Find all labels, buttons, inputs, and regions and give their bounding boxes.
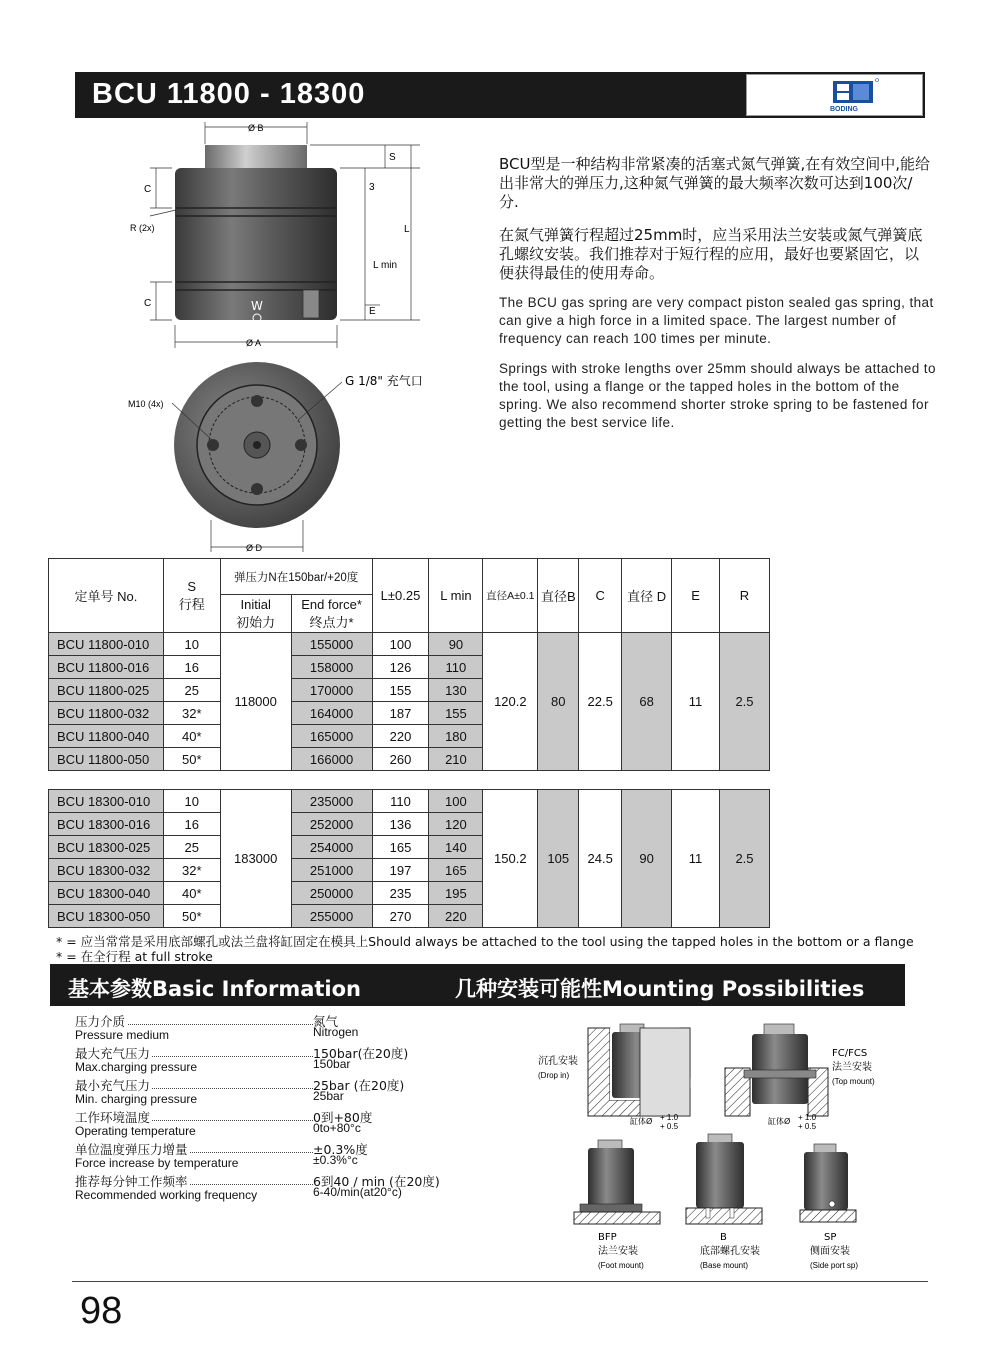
- param-name-en: Min. charging pressure: [75, 1092, 198, 1106]
- b-code-label: B: [720, 1232, 727, 1243]
- dim-d-label: Ø D: [246, 543, 263, 553]
- stroke-cell: 32*: [163, 859, 220, 882]
- foot-mount-diagram: [574, 1140, 660, 1224]
- model-cell: BCU 18300-040: [49, 882, 164, 905]
- brand-logo-text: BODING: [830, 106, 858, 113]
- end-force-cell: 158000: [291, 656, 372, 679]
- stroke-cell: 32*: [163, 702, 220, 725]
- l-cell: 187: [372, 702, 429, 725]
- b-cell: 80: [538, 633, 579, 771]
- stroke-cell: 16: [163, 813, 220, 836]
- l-cell: 165: [372, 836, 429, 859]
- basic-info-row: [75, 1076, 475, 1108]
- bfp-cn-label: 法兰安装: [598, 1246, 638, 1257]
- lmin-cell: 180: [429, 725, 483, 748]
- r-cell: 2.5: [719, 790, 769, 928]
- top-code-label: FC/FCS: [832, 1048, 868, 1059]
- param-value-cn: 150bar(在20度): [313, 1046, 409, 1061]
- drop-cn-label: 沉孔安装: [538, 1056, 578, 1067]
- d-cell: 68: [622, 633, 672, 771]
- param-name-en: Pressure medium: [75, 1028, 170, 1042]
- tol1-minus: + 0.5: [660, 1122, 679, 1131]
- l-cell: 110: [372, 790, 429, 813]
- page-number: 98: [80, 1290, 123, 1332]
- model-cell: BCU 11800-040: [49, 725, 164, 748]
- param-name-en: Force increase by temperature: [75, 1156, 239, 1170]
- param-value-en: ±0.3%°c: [313, 1153, 358, 1167]
- d-cell: 90: [622, 790, 672, 928]
- model-cell: BCU 18300-032: [49, 859, 164, 882]
- dim-lmin-label: L min: [373, 260, 398, 271]
- l-cell: 126: [372, 656, 429, 679]
- lmin-cell: 100: [429, 790, 483, 813]
- end-force-cell: 170000: [291, 679, 372, 702]
- param-name-en: Recommended working frequency: [75, 1188, 258, 1202]
- dim-3-label: 3: [369, 182, 375, 193]
- stroke-cell: 10: [163, 633, 220, 656]
- header-end: End force* 终点力*: [291, 595, 372, 633]
- logo-mark-icon: W: [251, 299, 263, 313]
- stroke-cell: 10: [163, 790, 220, 813]
- stroke-cell: 40*: [163, 725, 220, 748]
- initial-force-cell: 183000: [220, 790, 291, 928]
- l-cell: 235: [372, 882, 429, 905]
- end-force-cell: 155000: [291, 633, 372, 656]
- param-name-cn: 工作环境温度: [75, 1110, 151, 1125]
- model-cell: BCU 11800-025: [49, 679, 164, 702]
- bfp-code-label: BFP: [598, 1232, 617, 1243]
- param-value-cn: 0到+80度: [313, 1110, 373, 1125]
- end-force-cell: 255000: [291, 905, 372, 928]
- basic-info-list: [75, 1012, 475, 1204]
- lmin-cell: 120: [429, 813, 483, 836]
- model-cell: BCU 18300-050: [49, 905, 164, 928]
- dim-g-label: G 1/8" 充气口: [345, 374, 423, 388]
- stroke-cell: 50*: [163, 748, 220, 771]
- group2-body: [49, 790, 770, 928]
- param-value-en: 0to+80°c: [313, 1121, 361, 1135]
- a-cell: 120.2: [483, 633, 538, 771]
- basic-info-row: [75, 1108, 475, 1140]
- dim-a-label: Ø A: [246, 338, 262, 348]
- dim-r-label: R (2x): [130, 223, 155, 233]
- model-cell: BCU 11800-016: [49, 656, 164, 679]
- dim-s-label: S: [389, 152, 396, 163]
- b-cell: 105: [538, 790, 579, 928]
- lmin-cell: 165: [429, 859, 483, 882]
- lmin-cell: 90: [429, 633, 483, 656]
- drop-in-diagram: [588, 1024, 690, 1116]
- dim-c-bottom-label: C: [144, 298, 152, 309]
- lmin-cell: 130: [429, 679, 483, 702]
- e-cell: 11: [672, 790, 720, 928]
- lmin-cell: 140: [429, 836, 483, 859]
- group1-body: [49, 633, 770, 771]
- l-cell: 155: [372, 679, 429, 702]
- dim-b-label: Ø B: [248, 123, 264, 133]
- b-en-label: (Base mount): [700, 1261, 749, 1270]
- model-cell: BCU 18300-010: [49, 790, 164, 813]
- dim-c-top-label: C: [144, 184, 152, 195]
- stroke-cell: 25: [163, 679, 220, 702]
- table-note-1: * = 应当常常是采用底部螺孔或法兰盘将缸固定在模具上Should always be attached to the tool using the tapped holes in the bottom or a flange: [56, 934, 914, 949]
- param-name-cn: 推荐每分钟工作频率: [75, 1174, 188, 1189]
- basic-info-row: [75, 1140, 475, 1172]
- param-name-cn: 最小充气压力: [75, 1078, 151, 1093]
- l-cell: 100: [372, 633, 429, 656]
- param-name-en: Operating temperature: [75, 1124, 196, 1138]
- header-stroke: S 行程: [163, 559, 220, 633]
- sp-code-label: SP: [824, 1232, 837, 1243]
- end-force-cell: 250000: [291, 882, 372, 905]
- bore2-label: 缸体Ø: [768, 1117, 791, 1126]
- param-value-en: 6-40/min(at20°c): [313, 1185, 402, 1199]
- mounting-heading: 几种安装可能性Mounting Possibilities: [455, 977, 865, 1001]
- header-initial: Initial 初始力: [220, 595, 291, 633]
- header-d: 直径 D: [622, 559, 672, 633]
- l-cell: 270: [372, 905, 429, 928]
- header-e: E: [672, 559, 720, 633]
- base-mount-diagram: [686, 1134, 762, 1224]
- spec-table-2: [48, 789, 770, 928]
- end-force-cell: 166000: [291, 748, 372, 771]
- model-cell: BCU 11800-032: [49, 702, 164, 725]
- header-c: C: [579, 559, 622, 633]
- e-cell: 11: [672, 633, 720, 771]
- model-cell: BCU 11800-010: [49, 633, 164, 656]
- param-value-en: 150bar: [313, 1057, 351, 1071]
- bore1-label: 缸体Ø: [630, 1117, 653, 1126]
- end-force-cell: 235000: [291, 790, 372, 813]
- side-port-diagram: [800, 1144, 856, 1222]
- l-cell: 260: [372, 748, 429, 771]
- l-cell: 220: [372, 725, 429, 748]
- header-a: 直径A±0.1: [483, 559, 538, 633]
- model-cell: BCU 18300-025: [49, 836, 164, 859]
- lmin-cell: 110: [429, 656, 483, 679]
- header-r: R: [720, 559, 770, 633]
- lmin-cell: 155: [429, 702, 483, 725]
- basic-info-row: [75, 1012, 475, 1044]
- l-cell: 197: [372, 859, 429, 882]
- top-mount-diagram: [725, 1024, 828, 1116]
- header-force-group: 弹压力N在150bar/+20度: [220, 559, 372, 595]
- end-force-cell: 165000: [291, 725, 372, 748]
- header-l: L±0.25: [372, 559, 429, 633]
- dim-m10-label: M10 (4x): [128, 399, 164, 409]
- basic-info-row: [75, 1172, 475, 1204]
- technical-drawing: [120, 120, 450, 560]
- header-b: 直径B: [538, 559, 579, 633]
- r-cell: 2.5: [720, 633, 770, 771]
- lmin-cell: 210: [429, 748, 483, 771]
- c-cell: 24.5: [579, 790, 622, 928]
- description-cn-1: BCU型是一种结构非常紧凑的活塞式氮气弹簧,在有效空间中,能给出非常大的弹压力,这种氮气弹簧的最大频率次数可达到100次/分.: [499, 155, 931, 211]
- mounting-diagrams: [530, 1018, 910, 1280]
- param-name-cn: 最大充气压力: [75, 1046, 151, 1061]
- stroke-cell: 25: [163, 836, 220, 859]
- b-cn-label: 底部螺孔安装: [700, 1246, 760, 1257]
- l-cell: 136: [372, 813, 429, 836]
- spec-table: [48, 558, 770, 771]
- param-value-cn: 25bar (在20度): [313, 1078, 405, 1093]
- description-en-2: Springs with stroke lengths over 25mm should always be attached to the tool, using a flange or the tapped holes in the bottom of the spring. We also recommend shorter stroke spring to be fastened for getting the best service life.: [499, 361, 936, 430]
- dim-e-label: E: [369, 306, 376, 317]
- description-cn-2: 在氮气弹簧行程超过25mm时，应当采用法兰安装或氮气弹簧底孔螺纹安装。我们推荐对于短行程的应用，最好也要紧固它，以便获得最佳的使用寿命。: [499, 226, 923, 282]
- param-value-cn: 6到40 / min (在20度): [313, 1174, 440, 1189]
- param-value-cn: 氮气: [313, 1014, 339, 1029]
- page-title: BCU 11800 - 18300: [92, 78, 366, 110]
- param-value-en: 25bar: [313, 1089, 344, 1103]
- basic-info-row: [75, 1044, 475, 1076]
- end-force-cell: 251000: [291, 859, 372, 882]
- footer-rule: [72, 1281, 928, 1282]
- param-name-cn: 压力介质: [75, 1014, 126, 1029]
- basic-info-heading: 基本参数Basic Information: [68, 977, 361, 1001]
- top-en-label: (Top mount): [832, 1077, 875, 1086]
- end-force-cell: 164000: [291, 702, 372, 725]
- bfp-en-label: (Foot mount): [598, 1261, 644, 1270]
- tol2-plus: + 1.0: [798, 1113, 817, 1122]
- lmin-cell: 195: [429, 882, 483, 905]
- tol1-plus: + 1.0: [660, 1113, 679, 1122]
- header-model: 定单号 No.: [49, 559, 164, 633]
- param-name-cn: 单位温度弹压力增量: [75, 1142, 188, 1157]
- header-lmin: L min: [429, 559, 483, 633]
- initial-force-cell: 118000: [220, 633, 291, 771]
- model-cell: BCU 11800-050: [49, 748, 164, 771]
- lmin-cell: 220: [429, 905, 483, 928]
- drop-en-label: (Drop in): [538, 1071, 570, 1080]
- model-cell: BCU 18300-016: [49, 813, 164, 836]
- tol2-minus: + 0.5: [798, 1122, 817, 1131]
- charging-port: [303, 290, 319, 318]
- stroke-cell: 16: [163, 656, 220, 679]
- top-cn-label: 法兰安装: [832, 1062, 872, 1073]
- table-note-2: * = 在全行程 at full stroke: [56, 949, 213, 964]
- end-force-cell: 254000: [291, 836, 372, 859]
- description-en-1: The BCU gas spring are very compact piston sealed gas spring, that can give a high force in a limited space. The largest number of frequency can reach 100 times per minute.: [499, 295, 934, 346]
- param-name-en: Max.charging pressure: [75, 1060, 198, 1074]
- param-value-cn: ±0.3%度: [313, 1142, 368, 1157]
- a-cell: 150.2: [483, 790, 538, 928]
- c-cell: 22.5: [579, 633, 622, 771]
- stroke-cell: 50*: [163, 905, 220, 928]
- sp-cn-label: 侧面安装: [810, 1246, 850, 1257]
- table-row: [49, 633, 770, 656]
- param-value-en: Nitrogen: [313, 1025, 359, 1039]
- stroke-cell: 40*: [163, 882, 220, 905]
- sp-en-label: (Side port sp): [810, 1261, 859, 1270]
- end-force-cell: 252000: [291, 813, 372, 836]
- table-row: [49, 790, 770, 813]
- dim-l-label: L: [404, 224, 410, 235]
